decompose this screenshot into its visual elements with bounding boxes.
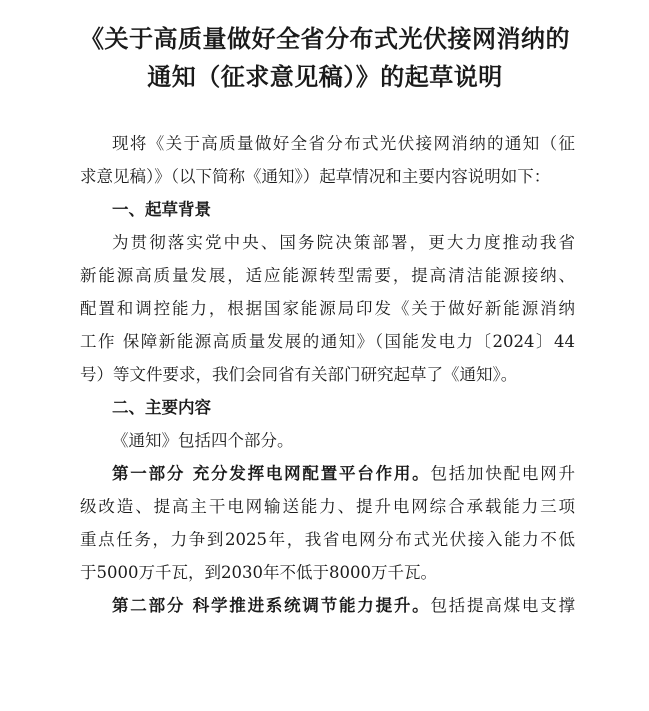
paragraph-line: 配置和调控能力，根据国家能源局印发《关于做好新能源消纳 xyxy=(80,299,575,318)
part-2-first-text: 包括提高煤电支撑 xyxy=(430,596,575,615)
intro-line-2: 求意见稿）》（以下简称《通知》）起草情况和主要内容说明如下： xyxy=(80,167,551,186)
section-heading-background: 一、起草背景 xyxy=(112,200,211,219)
paragraph-line: 为贯彻落实党中央、国务院决策部署，更大力度推动我省 xyxy=(112,233,575,252)
part-1-label: 第一部分 充分发挥电网配置平台作用。 xyxy=(112,464,431,483)
document-title-line-1: 《关于高质量做好全省分布式光伏接网消纳的 xyxy=(80,24,570,53)
paragraph-line: 级改造、提高主干电网输送能力、提升电网综合承载能力三项 xyxy=(80,497,575,516)
paragraph-line: 号）等文件要求，我们会同省有关部门研究起草了《通知》。 xyxy=(80,365,518,384)
document-title-line-2: 通知（征求意见稿）》的起草说明 xyxy=(147,62,503,91)
summary-line: 《通知》包括四个部分。 xyxy=(112,431,294,450)
part-1-first-text: 包括加快配电网升 xyxy=(430,464,575,483)
paragraph-line: 新能源高质量发展，适应能源转型需要，提高清洁能源接纳、 xyxy=(80,266,575,285)
section-heading-main-content: 二、主要内容 xyxy=(112,398,211,417)
paragraph-line: 重点任务，力争到2025年，我省电网分布式光伏接入能力不低 xyxy=(80,530,575,549)
paragraph-line: 工作 保障新能源高质量发展的通知》（国能发电力〔2024〕44 xyxy=(80,332,575,351)
part-2-label: 第二部分 科学推进系统调节能力提升。 xyxy=(112,596,431,615)
paragraph-line: 于5000万千瓦，到2030年不低于8000万千瓦。 xyxy=(80,563,437,582)
part-2-first-line xyxy=(112,594,575,618)
intro-line-1: 现将《关于高质量做好全省分布式光伏接网消纳的通知（征 xyxy=(112,134,575,153)
part-1-first-line xyxy=(112,462,575,486)
